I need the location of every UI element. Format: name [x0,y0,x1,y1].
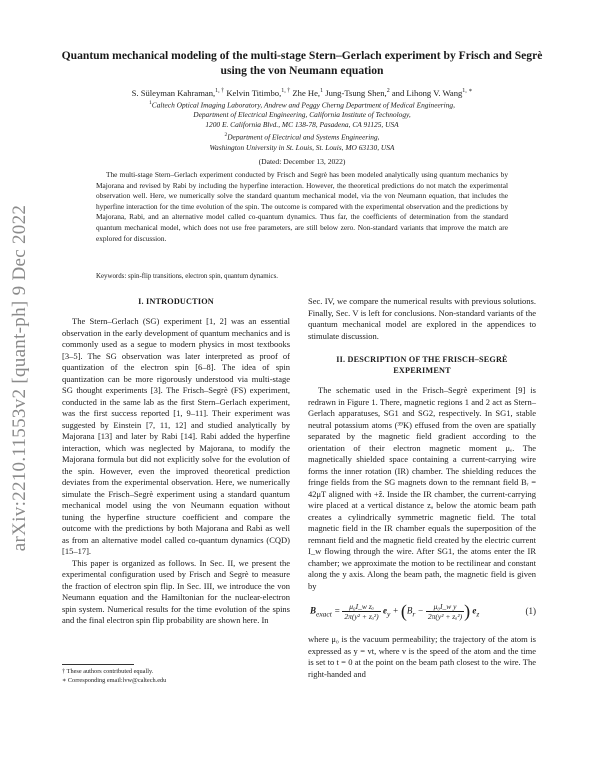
date-line: (Dated: December 13, 2022) [258,157,346,166]
section-1-heading: I. INTRODUCTION [138,297,214,306]
author-1: S. Süleyman Kahraman, [131,87,216,98]
equation-1 [308,596,536,630]
equation-body: $B_{exact}$ = $\frac{\text{μ₀I\_w zₐ}}{\text{2π(y² + zₐ²)}}$ $e_y + (B_r$ − $\frac{\text{μ₀I\_w y}}{\text{2π(y² + zₐ²)}}$ ) $e_z$ [310,600,480,621]
intro-paragraph-2: This paper is organized as follows. In Sec. II, we present the experimental configuration used by Frisch and Segrè to measure the fraction of electron spin flip. In Sec. III, we introduce the von Neumann equation and the Hamiltonian for the nuclear-electron spin system. Numerical results for the time evolution of the spins and the final electron spin flip probability are shown here. In [62,557,290,625]
section-2-paragraph-2: where μ₀ is the vacuum permeability; the trajectory of the atom is expressed as y = vt, where v is the speed of the atom and the time is set to t = 0 at the point on the beam path closest to the wire. The right-handed and [308,634,536,679]
keywords: Keywords: spin-flip transitions, electron spin, quantum dynamics. [96,273,278,280]
affiliation-line-3: 1200 E. California Blvd., MC 138-78, Pasadena, CA 91125, USA [205,120,399,130]
fraction-2: $\frac{\text{μ₀I\_w y}}{\text{2π(y² + zₐ²)}}$ [427,602,463,621]
intro-paragraph-3: Sec. IV, we compare the numerical results with previous solutions. Finally, Sec. V is left for conclusions. Non-standard variants of the quantum mechanical model are explored in the appendices to stimulate discussion. [308,296,536,341]
section-2-heading-line-1: II. DESCRIPTION OF THE FRISCH–SEGRÈ [336,355,508,364]
intro-paragraph-1: The Stern–Gerlach (SG) experiment [1, 2] was an essential observation in the early development of quantum mechanics and is commonly used as a segue to modern physics in most textbooks [3–5]. The SG observation was later interpreted as proof of quantization of the electron spin [6–8]. The idea of spin quantization can be more rigorously understood via multi-stage SG thought experiments [3]. The Frisch–Segrè (FS) experiment, conducted in the same lab as the first Stern–Gerlach experiment, was the first success reported [1, 9–11]. Their experiment was suggested by Einstein [7, 11, 12] and studied analytically by Majorana [13] and later by Rabi [14]. Rabi added the hyperfine interaction, which was neglected by Majorana, to modify the Majorana formula but did not explicitly solve for the evolution of the spin. However, even the improved theoretical prediction deviates from the experimental observation. Here, we numerically simulate the Frisch–Segrè experiment using a standard quantum mechanical model using the von Neumann equation without tuning the hyperfine structure coefficient and compare the outcome with the predictions by both Majorana and Rabi as well as from an alternative model called co-quantum dynamics (CQD) [15–17]. [62,316,290,556]
footnotes [62,664,290,685]
affiliations [60,98,544,153]
abstract: The multi-stage Stern–Gerlach experiment conducted by Frisch and Segrè has been modeled analytically using quantum mechanics by Majorana and revised by Rabi by including the hyperfine interaction. However, the theoretical predictions do not match the experimental observation well. Here, we numerically solve the standard quantum mechanical model, via the von Neumann equation, that includes the hyperfine interaction for the time evolution of the spin. The outcome is compared with the experimental observation and the predictions by Majorana, Rabi, and an alternative model called co-quantum dynamics. Thus far, the coefficients of determination from the standard quantum mechanical model, which does not use free parameters, are still below zero. Non-standard variants that improve the match are explored for discussion. [96,170,508,243]
fraction-1: $\frac{\text{μ₀I\_w zₐ}}{\text{2π(y² + zₐ²)}}$ [344,602,379,621]
footnote-equal-contribution: † These authors contributed equally. [62,668,154,675]
footnote-rule [62,664,134,665]
author-5: and Lihong V. Wang [389,87,463,98]
author-list [60,86,544,99]
author-5-marks: 1, ∗ [462,88,473,94]
author-2-marks: 1, † [281,88,291,94]
equation-number: (1) [525,606,536,616]
section-2-heading-line-2: EXPERIMENT [393,366,451,375]
author-3: Zhe He, [290,87,321,98]
affiliation-line-4: $^2$Department of Electrical and Systems Engineering, [224,132,380,142]
affiliation-line-5: Washington University in St. Louis, St. Louis, MO 63130, USA [209,142,395,152]
author-1-marks: 1, † [215,88,225,94]
author-4: Jung-Tsung Shen, [323,87,387,98]
left-column [62,296,290,627]
affiliation-line-1: $^1$Caltech Optical Imaging Laboratory, Andrew and Peggy Cherng Department of Medical Engineering, [149,100,455,110]
affiliation-line-2: Department of Electrical Engineering, California Institute of Technology, [193,110,411,120]
arxiv-identifier [6,168,34,588]
author-3-marks: 1 [320,88,324,94]
arxiv-id-text: arXiv:2210.11553v2 [quant-ph] 9 Dec 2022 [9,204,30,552]
paper-title: Quantum mechanical modeling of the multi-stage Stern–Gerlach experiment by Frisch and Segrè using the von Neumann equation [61,49,543,77]
right-column [308,296,536,680]
author-4-marks: 2 [386,88,390,94]
author-2: Kelvin Titimbo, [224,87,282,98]
section-2-paragraph-1: The schematic used in the Frisch–Segrè experiment [9] is redrawn in Figure 1. There, magnetic regions 1 and 2 act as Stern–Gerlach apparatuses, SG1 and SG2, respectively. In SG1, stable neutral potassium atoms (³⁹K) effused from the oven are spatially separated by the magnetic field gradient according to the orientation of their electron magnetic moment μₑ. The magnetically shielded space containing a current-carrying wire forms the inner rotation (IR) chamber. The shielding reduces the fringe fields from the SG magnets down to the remnant field Bᵣ = 42μT aligned with +ẑ. Inside the IR chamber, the current-carrying wire placed at a vertical distance zₐ below the atomic beam path creates a cylindrically symmetric magnetic field. The total magnetic field in the IR chamber equals the superposition of the remnant field and the magnetic field created by the electric current I_w flowing through the wire. After SG1, the atoms enter the IR chamber; we approximate the motion to be rectilinear and constant along the y axis. Along the beam path, the magnetic field is given by [308,385,536,591]
footnote-corresponding-email: ∗ Corresponding email:lvw@caltech.edu [62,676,167,684]
